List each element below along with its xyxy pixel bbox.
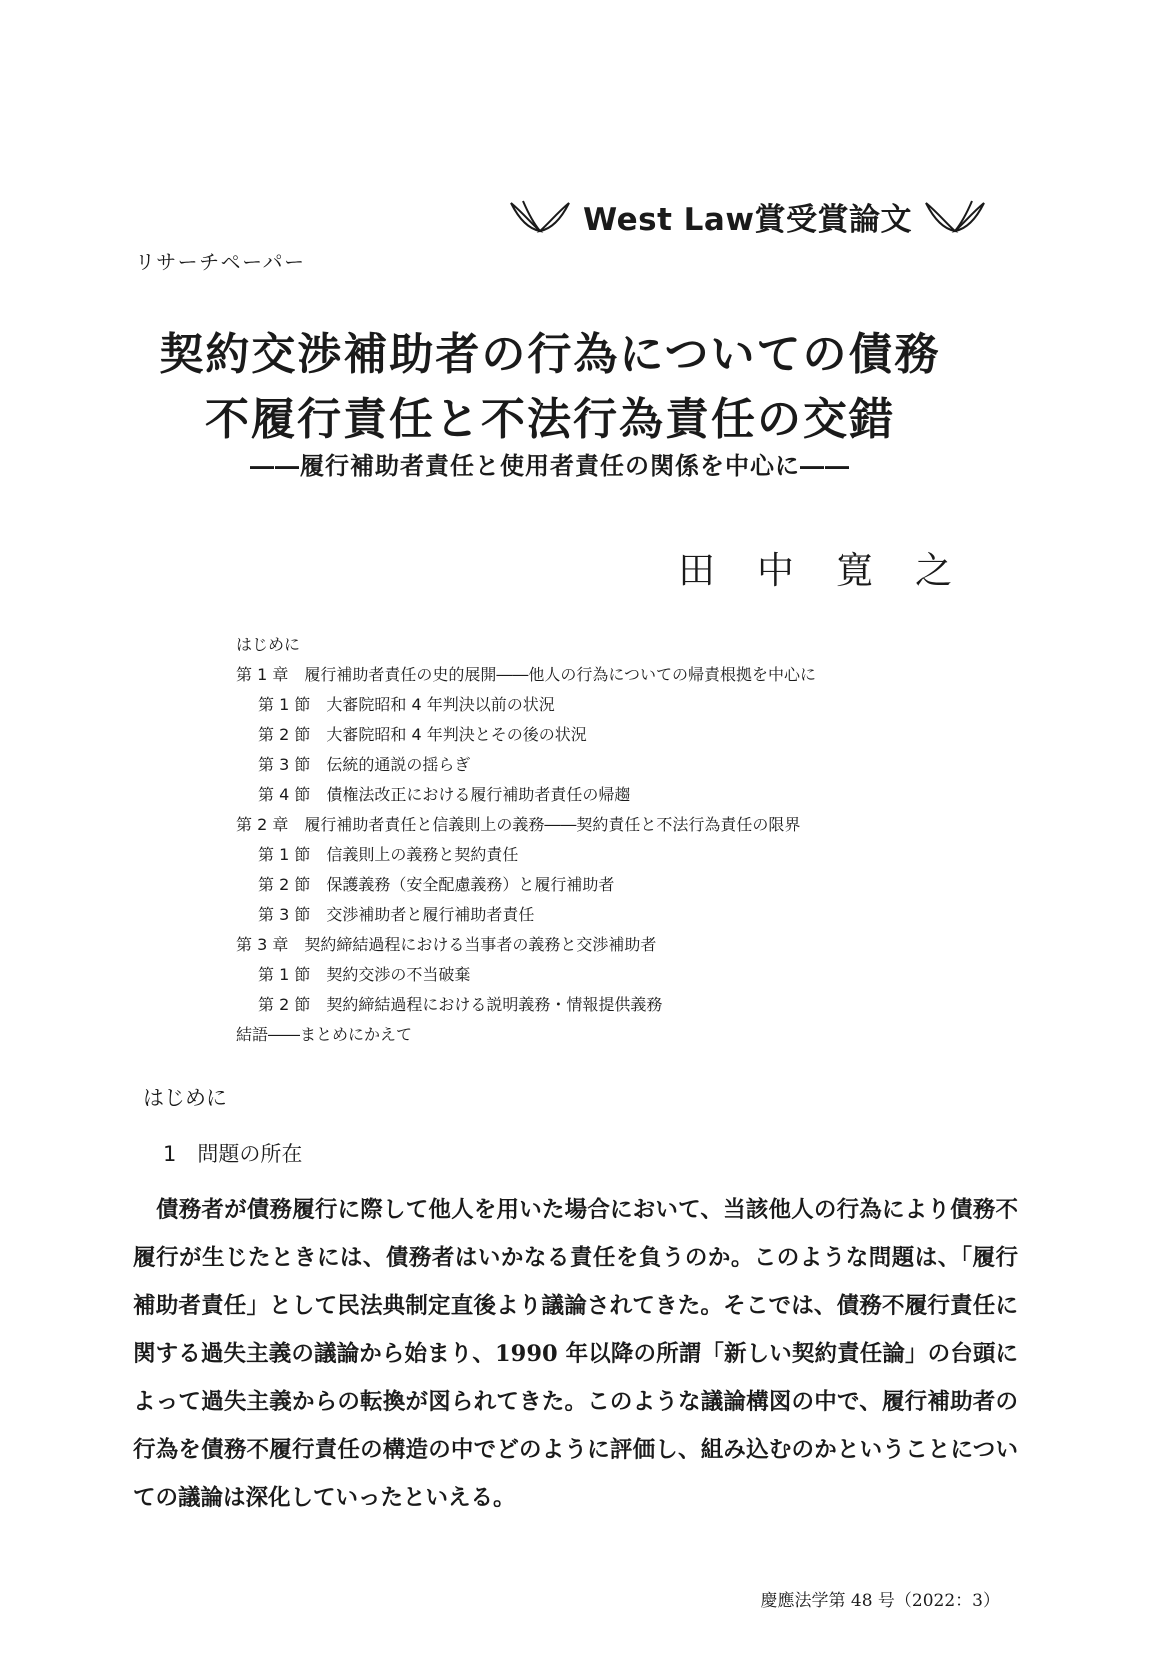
toc-entry: 第 4 節 債権法改正における履行補助者責任の帰趨	[258, 785, 631, 804]
author-name: 田中寛之	[678, 549, 994, 592]
toc-entry: 第 3 節 伝統的通説の揺らぎ	[258, 755, 471, 774]
toc-entry: はじめに	[236, 635, 301, 654]
toc-entry: 第 1 節 契約交渉の不当破棄	[258, 965, 471, 984]
sub-heading: 1 問題の所在	[163, 1142, 303, 1166]
paper-title-line-2: 不履行責任と不法行為責任の交錯	[205, 394, 895, 445]
body-paragraph: 債務者が債務履行に際して他人を用いた場合において、当該他人の行為により債務不履行が生じたときには、債務者はいかなる責任を負うのか。このような問題は、「履行補助者責任」として民法典制定直後より議論されてきた。そこでは、債務不履行責任に関する過失主義の議論から始まり、1990 年以降の所謂「新しい契約責任論」の台頭によって過失主義からの転換が図られてきた。このような議論構図の中で、履行補助者の行為を債務不履行責任の構造の中でどのように評価し、組み込むのかということについての議論は深化していったといえる。	[133, 1197, 1018, 1511]
toc-entry: 第 2 節 保護義務（安全配慮義務）と履行補助者	[258, 875, 615, 894]
award-label: West Law賞受賞論文	[583, 201, 912, 238]
paper-title-line-1: 契約交渉補助者の行為についての債務	[159, 329, 941, 380]
toc-entry: 第 3 節 交渉補助者と履行補助者責任	[258, 905, 535, 924]
paper-category: リサーチペーパー	[135, 250, 306, 274]
toc-entry: 第 2 節 大審院昭和 4 年判決とその後の状況	[258, 725, 587, 744]
table-of-contents	[236, 630, 816, 1050]
journal-footer: 慶應法学第 48 号（2022：3）	[760, 1591, 1000, 1611]
leaf-ornament-right-icon	[924, 199, 986, 233]
toc-entry: 第 2 節 契約締結過程における説明義務・情報提供義務	[258, 995, 663, 1014]
section-heading: はじめに	[143, 1086, 227, 1110]
toc-entry: 第 2 章 履行補助者責任と信義則上の義務――契約責任と不法行為責任の限界	[236, 815, 801, 834]
toc-entry: 第 1 節 信義則上の義務と契約責任	[258, 845, 519, 864]
paper-subtitle: ――履行補助者責任と使用者責任の関係を中心に――	[250, 451, 850, 480]
toc-entry: 結語――まとめにかえて	[236, 1025, 413, 1044]
toc-entry: 第 1 節 大審院昭和 4 年判決以前の状況	[258, 695, 555, 714]
award-banner	[509, 186, 986, 246]
toc-entry: 第 3 章 契約締結過程における当事者の義務と交渉補助者	[236, 935, 657, 954]
leaf-ornament-left-icon	[509, 199, 571, 233]
toc-entry: 第 1 章 履行補助者責任の史的展開――他人の行為についての帰責根拠を中心に	[236, 665, 817, 684]
